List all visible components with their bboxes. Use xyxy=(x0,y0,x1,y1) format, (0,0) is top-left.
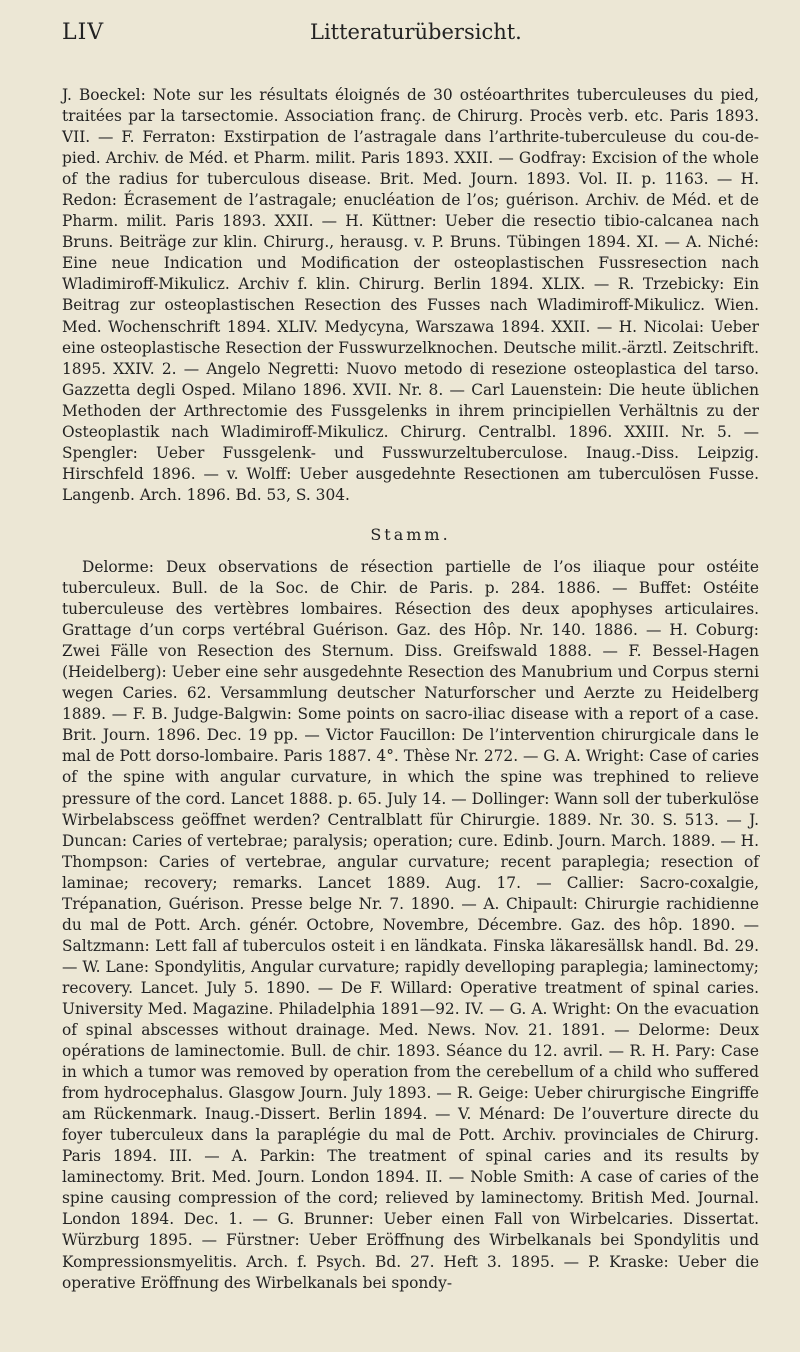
bibliography-text xyxy=(62,85,759,1294)
section-title: Stamm. xyxy=(370,524,451,544)
running-title: Litteraturübersicht. xyxy=(310,20,522,44)
page-header xyxy=(62,20,742,54)
bibliography-paragraph-1: J. Boeckel: Note sur les résultats éloignés de 30 ostéoarthrites tuberculeuses du pied, traitées par la tarsectomie. Association franç. de Chirurg. Procès verb. etc. Paris 1893. VII. — F. Ferraton: Exstirpation de l’astragale dans l’arthrite-tuberculeuse du cou-de-pied. Archiv. de Méd. et Pharm. milit. Paris 1893. XXII. — Godfray: Excision of the whole of the radius for tuberculous disease. Brit. Med. Journ. 1893. Vol. II. p. 1163. — H. Redon: Écrasement de l’astragale; enucléation de l’os; guérison. Archiv. de Méd. et de Pharm. milit. Paris 1893. XXII. — H. Küttner: Ueber die resectio tibio-calcanea nach Bruns. Beiträge zur klin. Chirurg., herausg. v. P. Bruns. Tübingen 1894. XI. — A. Niché: Eine neue Indication und Modification der osteoplastischen Fussresection nach Wladimiroff-Mikulicz. Archiv f. klin. Chirurg. Berlin 1894. XLIX. — R. Trzebicky: Ein Beitrag zur osteoplastischen Resection des Fusses nach Wladimiroff-Mikulicz. Wien. Med. Wochenschrift 1894. XLIV. Medycyna, Warszawa 1894. XXII. — H. Nicolai: Ueber eine osteoplastische Resection der Fusswurzelknochen. Deutsche milit.-ärztl. Zeitschrift. 1895. XXIV. 2. — Angelo Negretti: Nuovo metodo di resezione osteoplastica del tarso. Gazzetta degli Osped. Milano 1896. XVII. Nr. 8. — Carl Lauenstein: Die heute üblichen Methoden der Arthrectomie des Fussgelenks in ihrem principiellen Verhältnis zu der Osteoplastik nach Wladimiroff-Mikulicz. Chirurg. Centralbl. 1896. XXIII. Nr. 5. — Spengler: Ueber Fussgelenk- und Fusswurzeltuberculose. Inaug.-Diss. Leipzig. Hirschfeld 1896. — v. Wolff: Ueber ausgedehnte Resectionen am tuberculösen Fusse. Langenb. Arch. 1896. Bd. 53, S. 304. xyxy=(62,86,759,504)
bibliography-paragraph-2: Delorme: Deux observations de résection partielle de l’os iliaque pour ostéite tuberculeux. Bull. de la Soc. de Chir. de Paris. p. 284. 1886. — Buffet: Ostéite tuberculeuse des vertèbres lombaires. Résection des deux apophyses articulaires. Grattage d’un corps vertébral Guérison. Gaz. des Hôp. Nr. 140. 1886. — H. Coburg: Zwei Fälle von Resection des Sternum. Diss. Greifswald 1888. — F. Bessel-Hagen (Heidelberg): Ueber eine sehr ausgedehnte Resection des Manubrium und Corpus sterni wegen Caries. 62. Versammlung deutscher Naturforscher und Aerzte zu Heidelberg 1889. — F. B. Judge-Balgwin: Some points on sacro-iliac disease with a report of a case. Brit. Journ. 1896. Dec. 19 pp. — Victor Faucillon: De l’intervention chirurgicale dans le mal de Pott dorso-lombaire. Paris 1887. 4°. Thèse Nr. 272. — G. A. Wright: Case of caries of the spine with angular curvature, in which the spine was trephined to relieve pressure of the cord. Lancet 1888. p. 65. July 14. — Dollinger: Wann soll der tuberkulöse Wirbelabscess geöffnet werden? Centralblatt für Chirurgie. 1889. Nr. 30. S. 513. — J. Duncan: Caries of vertebrae; paralysis; operation; cure. Edinb. Journ. March. 1889. — H. Thompson: Caries of vertebrae, angular curvature; recent paraplegia; resection of laminae; recovery; remarks. Lancet 1889. Aug. 17. — Callier: Sacro-coxalgie, Trépanation, Guérison. Presse belge Nr. 7. 1890. — A. Chipault: Chirurgie rachidienne du mal de Pott. Arch. génér. Octobre, Novembre, Décembre. Gaz. des hôp. 1890. — Saltzmann: Lett fall af tuberculos osteit i en ländkata. Finska läkaresällsk handl. Bd. 29. — W. Lane: Spondylitis, Angular curvature; rapidly develloping paraplegia; laminectomy; recovery. Lancet. July 5. 1890. — De F. Willard: Operative treatment of spinal caries. University Med. Magazine. Philadelphia 1891—92. IV. — G. A. Wright: On the evacuation of spinal abscesses without drainage. Med. News. Nov. 21. 1891. — Delorme: Deux opérations de laminectomie. Bull. de chir. 1893. Séance du 12. avril. — R. H. Pary: Case in which a tumor was removed by operation from the cerebellum of a child who suffered from hydrocephalus. Glasgow Journ. July 1893. — R. Geige: Ueber chirurgische Eingriffe am Rückenmark. Inaug.-Dissert. Berlin 1894. — V. Ménard: De l’ouverture directe du foyer tuberculeux dans la paraplégie du mal de Pott. Archiv. provinciales de Chirurg. Paris 1894. III. — A. Parkin: The treatment of spinal caries and its results by laminectomy. Brit. Med. Journ. London 1894. II. — Noble Smith: A case of caries of the spine causing compression of the cord; relieved by laminectomy. British Med. Journal. London 1894. Dec. 1. — G. Brunner: Ueber einen Fall von Wirbelcaries. Dissertat. Würzburg 1895. — Fürstner: Ueber Eröffnung des Wirbelkanals bei Spondylitis und Kompressionsmyelitis. Arch. f. Psych. Bd. 27. Heft 3. 1895. — P. Kraske: Ueber die operative Eröffnung des Wirbelkanals bei spondy- xyxy=(62,557,759,1292)
page-number: LIV xyxy=(62,20,105,45)
